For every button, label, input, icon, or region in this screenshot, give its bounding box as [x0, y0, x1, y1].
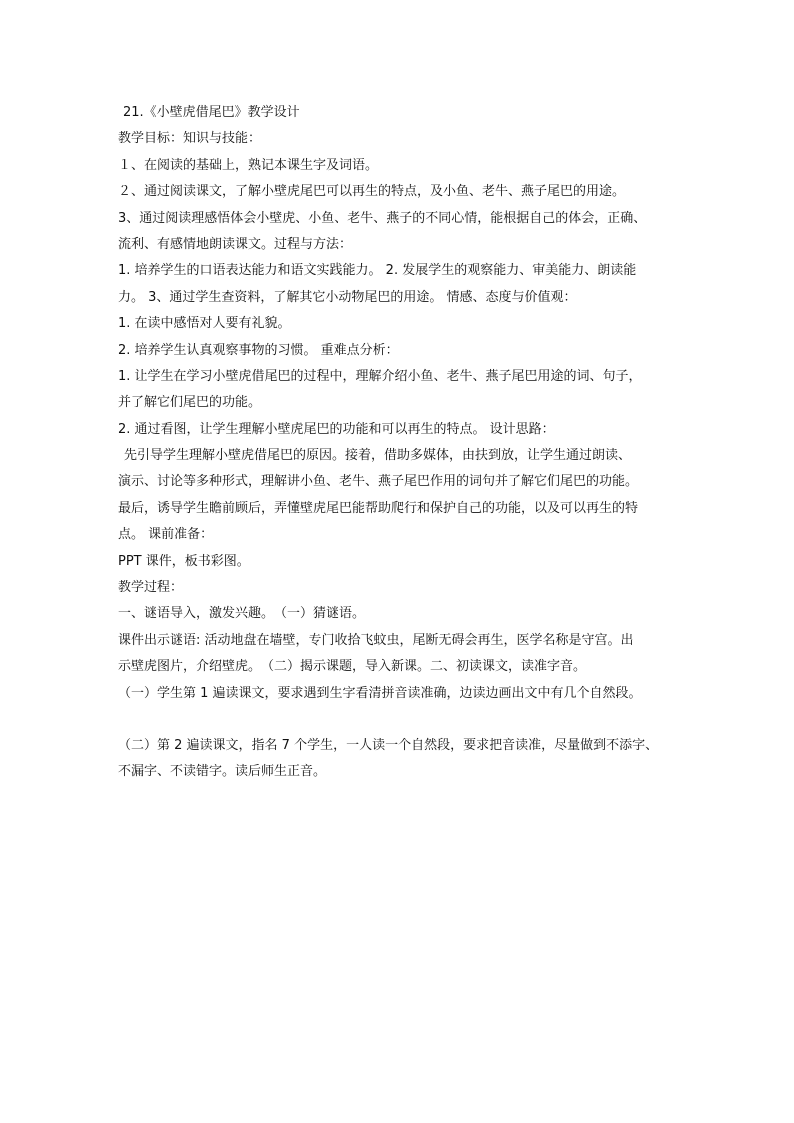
text-line: 一、谜语导入，激发兴趣。 （一）猜谜语。 — [118, 606, 366, 622]
text-line: 2. 通过看图，让学生理解小壁虎尾巴的功能和可以再生的特点。 设计思路： — [118, 421, 555, 437]
text-line: 示壁虎图片，介绍壁虎。 （二）揭示课题，导入新课。二、初读课文，读准字音。 — [118, 659, 587, 675]
document-title: 21.《小壁虎借尾巴》教学设计 — [123, 105, 300, 120]
text-line: （二）第 2 遍读课文，指名 7 个学生，一人读一个自然段，要求把音读准，尽量做到不添字、 — [118, 737, 659, 753]
text-line: PPT 课件，板书彩图。 — [118, 553, 250, 569]
text-line: 不漏字、不读错字。读后师生正音。 — [118, 764, 327, 780]
text-line: 课件出示谜语: 活动地盘在墙壁，专门收拾飞蚊虫，尾断无碍会再生，医学名称是守宫。出 — [118, 632, 634, 648]
text-line: 1. 培养学生的口语表达能力和语文实践能力。 2. 发展学生的观察能力、审美能力、朗读能 — [118, 263, 637, 279]
text-line: ２、通过阅读课文，了解小壁虎尾巴可以再生的特点，及小鱼、老牛、燕子尾巴的用途。 — [118, 184, 626, 200]
text-line: （一）学生第 1 遍读课文，要求遇到生字看清拼音读准确，边读边画出文中有几个自然段。 — [118, 685, 642, 701]
text-line: １、在阅读的基础上，熟记本课生字及词语。 — [118, 157, 379, 173]
text-line: 点。 课前准备： — [118, 527, 214, 543]
text-line: 2. 培养学生认真观察事物的习惯。 重难点分析： — [118, 342, 399, 358]
text-line: 力。 3、通过学生查资料，了解其它小动物尾巴的用途。 情感、态度与价值观： — [118, 289, 577, 305]
text-line: 先引导学生理解小壁虎借尾巴的原因。接着，借助多媒体，由扶到放，让学生通过朗读、 — [124, 448, 632, 464]
document-body — [118, 100, 698, 786]
text-line: 1. 在读中感悟对人要有礼貌。 — [118, 316, 291, 332]
text-line: 教学过程： — [118, 580, 184, 596]
text-line: 1. 让学生在学习小壁虎借尾巴的过程中，理解介绍小鱼、老牛、燕子尾巴用途的词、句子， — [118, 368, 642, 384]
text-line: 并了解它们尾巴的功能。 — [118, 395, 262, 411]
blank-line — [118, 707, 698, 733]
text-line: 流利、有感情地朗读课文。过程与方法： — [118, 236, 353, 252]
text-line: 最后，诱导学生瞻前顾后，弄懂壁虎尾巴能帮助爬行和保护自己的功能，以及可以再生的特 — [118, 500, 639, 516]
text-line: 教学目标：知识与技能： — [118, 131, 262, 147]
text-line: 演示、讨论等多种形式，理解讲小鱼、老牛、燕子尾巴作用的词句并了解它们尾巴的功能。 — [118, 474, 639, 490]
text-line: 3、通过阅读理感悟体会小壁虎、小鱼、老牛、燕子的不同心情，能根据自己的体会，正确、 — [118, 210, 647, 226]
